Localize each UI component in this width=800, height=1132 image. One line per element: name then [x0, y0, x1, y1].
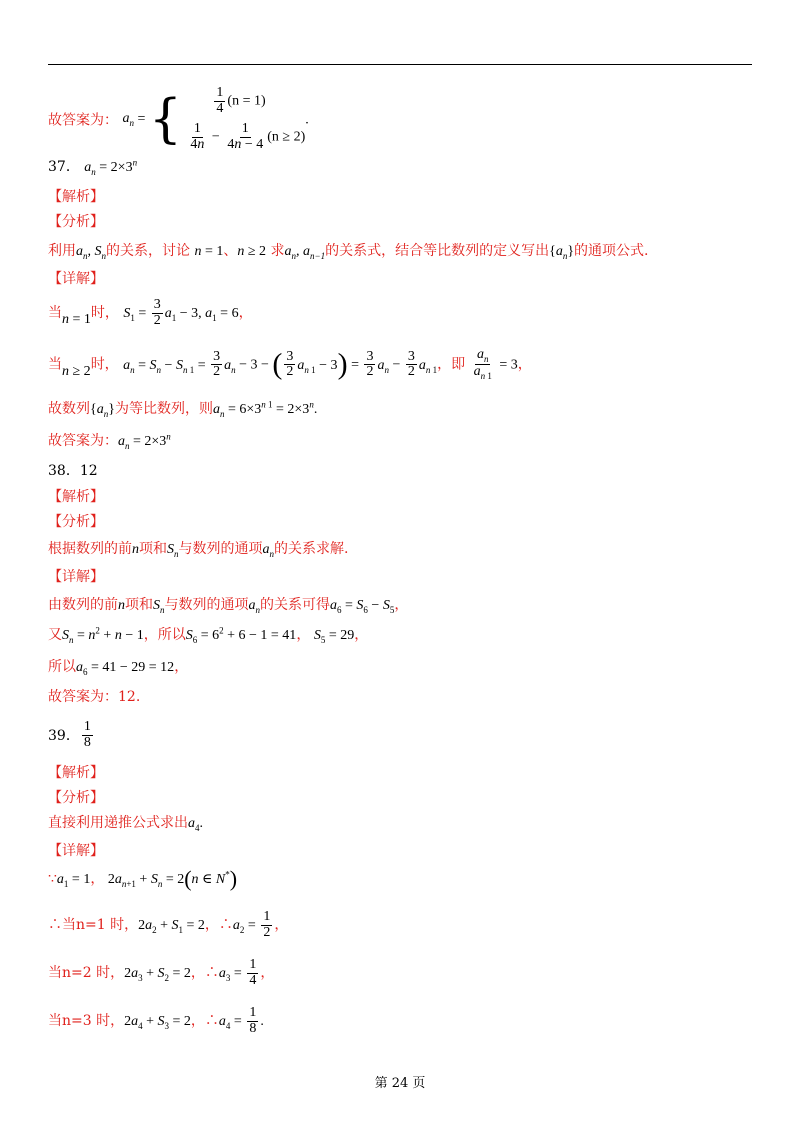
- answer-38: 故答案为：12.: [48, 689, 141, 705]
- detail-37-2: 当n ≥ 2时， $a_n = S_n - S_{n 1}$ = $\frac{3}{2}$ $a_n - 3$ − ( $\frac{3}{2}$ $a_{n 1} - 3$) = $\frac{3}{2}$ $a_n$ − $\frac{3}{2}$ $a_{n 1}$，即 $\frac{a_n}{a_{n 1}}$ = 3，: [48, 347, 532, 382]
- jiexi-label: 【解析】: [48, 765, 104, 781]
- detail-39-1: $\because a_1 = 1$， $2a_{n+1} + S_n = 2(n$ ∈ N*): [48, 866, 238, 891]
- fenxi-label: 【分析】: [48, 514, 104, 530]
- analysis-39: 直接利用递推公式求出$a_4$.: [48, 815, 203, 833]
- jiexi-label: 【解析】: [48, 489, 104, 505]
- detail-37-1: 当n = 1时， $S_1$ = $\frac{3}{2}$ $a_1 - 3$, $a_1 = 6$，: [48, 297, 253, 328]
- page-footer: 第 24 页: [374, 1076, 426, 1091]
- detail-38-1: 由数列的前n项和$S_n$与数列的通项$a_n$的关系可得$a_6 = S_6 - S_5$，: [48, 597, 409, 615]
- detail-38-3: 所以$a_6 = 41 - 29 = 12$，: [48, 659, 189, 677]
- answer-label: 故答案为：: [48, 112, 118, 129]
- xiangjie-label: 【详解】: [48, 569, 104, 585]
- xiangjie-label: 【详解】: [48, 843, 104, 859]
- problem-38-header: 38．12: [48, 463, 98, 479]
- detail-37-3: 故数列$\{a_n\}$为等比数列，则$a_n = 6\times 3^{n 1} = 2\times 3^n$.: [48, 399, 318, 419]
- analysis-37: 利用$a_n$, $S_n$的关系，讨论 n = 1、n ≥ 2 求$a_n$, $a_{n-1}$的关系式，结合等比数列的定义写出$\{a_n\}$的通项公式.: [48, 243, 649, 261]
- fenxi-label: 【分析】: [48, 790, 104, 806]
- detail-39-3: 当n=2 时，$2a_3 + S_2 = 2$，$\therefore a_3$ = $\frac{1}{4}$ ，: [48, 957, 275, 988]
- cases-block: $\frac{1}{4}$ (n = 1) $\frac{1}{4n}$ − $\frac{1}{4n - 4}$ (n ≥ 2): [190, 85, 306, 153]
- fenxi-label: 【分析】: [48, 214, 104, 230]
- jiexi-label: 【解析】: [48, 189, 104, 205]
- analysis-38: 根据数列的前n项和$S_n$与数列的通项$a_n$的关系求解.: [48, 541, 349, 559]
- xiangjie-label: 【详解】: [48, 271, 104, 287]
- problem-37-header: 37． $a_n = 2\times 3^n$: [48, 157, 138, 177]
- problem-39-header: 39． $\frac{1}{8}$: [48, 719, 91, 750]
- cases-brace: {: [148, 89, 182, 150]
- detail-39-2: ∴当n=1 时，$2a_2 + S_1 = 2$，$\therefore a_2$ = $\frac{1}{2}$ ，: [48, 909, 289, 940]
- header-rule: [48, 64, 752, 65]
- answer-37: 故答案为：$a_n = 2\times 3^n$: [48, 431, 171, 451]
- answer-36: 故答案为： $a_n$ = { $\frac{1}{4}$ (n = 1) $\frac{1}{4n}$ − $\frac{1}{4n - 4}$ (n ≥ 2) .: [48, 85, 309, 153]
- detail-39-4: 当n=3 时，$2a_4 + S_3 = 2$，$\therefore a_4$ = $\frac{1}{8}$ .: [48, 1005, 264, 1036]
- detail-38-2: 又$S_n = n^2 + n - 1$，所以$S_6 = 6^2 + 6 - 1 = 41$， $S_5 = 29$，: [48, 625, 369, 645]
- problem-number: 37．: [48, 159, 80, 175]
